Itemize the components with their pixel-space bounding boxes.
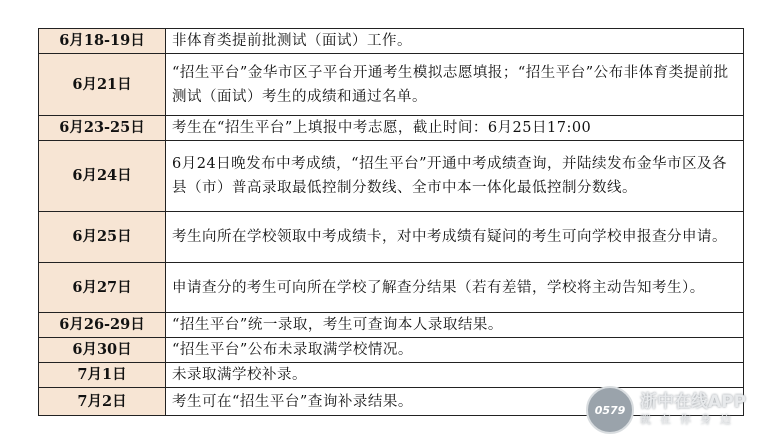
date-cell: 6月24日: [39, 141, 166, 212]
date-cell: 6月30日: [39, 338, 166, 363]
date-cell: 7月1日: [39, 363, 166, 388]
table-row: [39, 141, 744, 212]
watermark-title: 浙中在线APP: [640, 392, 747, 412]
description-cell: 6月24日晚发布中考成绩，“招生平台”开通中考成绩查询，并陆续发布金华市区及各县（市）普高录取最低控制分数线、全市中本一体化最低控制分数线。: [166, 141, 744, 212]
date-cell: 6月25日: [39, 212, 166, 263]
date-cell: 6月21日: [39, 54, 166, 116]
date-cell: 6月18-19日: [39, 29, 166, 54]
description-cell: 非体育类提前批测试（面试）工作。: [166, 29, 744, 54]
app-logo-icon: 0579: [586, 386, 634, 434]
watermark-subtitle: 就在你身边: [640, 413, 740, 426]
description-cell: 考生在“招生平台”上填报中考志愿，截止时间：6月25日17:00: [166, 116, 744, 141]
description-cell: 考生向所在学校领取中考成绩卡，对中考成绩有疑问的考生可向学校申报查分申请。: [166, 212, 744, 263]
watermark-text: [640, 392, 746, 428]
description-cell: 申请查分的考生可向所在学校了解查分结果（若有差错，学校将主动告知考生）。: [166, 263, 744, 313]
description-cell: “招生平台”金华市区子平台开通考生模拟志愿填报；“招生平台”公布非体育类提前批测试（面试）考生的成绩和通过名单。: [166, 54, 744, 116]
date-cell: 6月23-25日: [39, 116, 166, 141]
description-cell: “招生平台”统一录取，考生可查询本人录取结果。: [166, 313, 744, 338]
table-row: [39, 313, 744, 338]
date-cell: 6月26-29日: [39, 313, 166, 338]
table-row: [39, 29, 744, 54]
schedule-table: [38, 28, 747, 416]
table-row: [39, 263, 744, 313]
app-watermark: [586, 386, 746, 434]
date-cell: 7月2日: [39, 388, 166, 416]
description-cell: “招生平台”公布未录取满学校情况。: [166, 338, 744, 363]
description-cell: 未录取满学校补录。: [166, 363, 744, 388]
table-row: [39, 54, 744, 116]
table-row: [39, 338, 744, 363]
table-row: [39, 212, 744, 263]
date-cell: 6月27日: [39, 263, 166, 313]
table-row: [39, 363, 744, 388]
table-row: [39, 116, 744, 141]
description-cell: 考生可在“招生平台”查询补录结果。: [166, 388, 744, 416]
